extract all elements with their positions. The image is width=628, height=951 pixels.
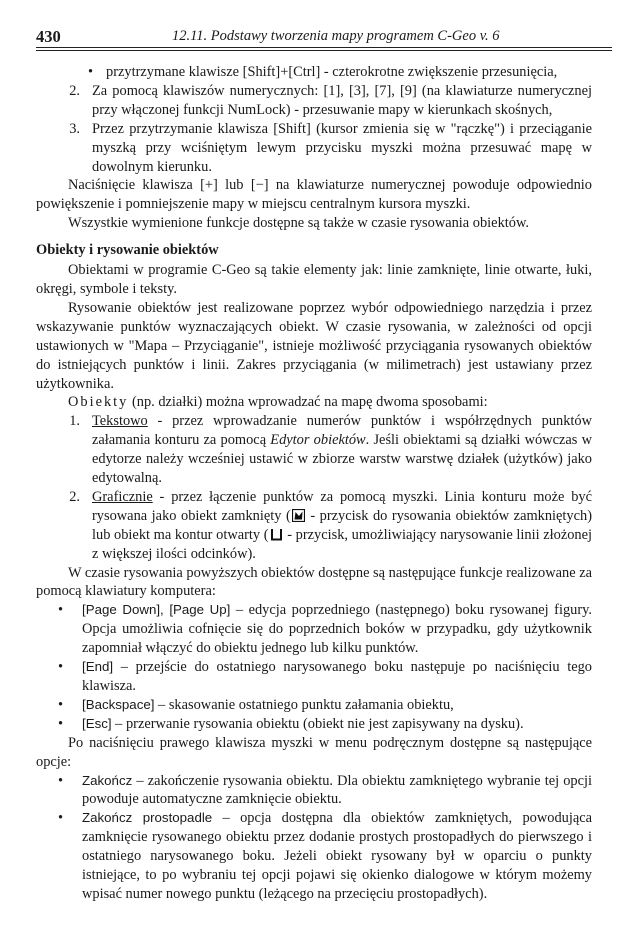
paragraph	[36, 393, 592, 412]
page-number: 430	[36, 27, 61, 46]
paragraph: Obiektami w programie C-Geo są takie elementy jak: linie zamknięte, linie otwarte, łuki, okręgi, symbole i teksty.	[36, 262, 592, 297]
running-title: 12.11. Podstawy tworzenia mapy programem C-Geo v. 6	[172, 28, 500, 44]
menu-option-name: Zakończ	[82, 772, 133, 788]
key-name: [Backspace]	[82, 696, 155, 712]
list-number: 2.	[69, 82, 80, 99]
list-item-text: – przerwanie rysowania obiektu (obiekt nie jest zapisywany na dysku).	[111, 715, 524, 732]
open-polyline-icon	[270, 528, 283, 541]
list-item	[36, 658, 592, 696]
list-item	[36, 772, 592, 810]
list-item-text: – opcja dostępna dla obiektów zamkniętych, powodująca zamknięcie rysowanego obiektu przez dodanie prostych prostopadłych do pierwszego i ostatniego narysowanego boku. Jeżeli obiekt rysowany był w oparciu o punkty istniejące, to po wybraniu tej opcji pojawi się okienko dialogowe w którym możemy wpisać numer nowego punktu (leżącego na przecięciu prostopadłych).	[82, 810, 592, 902]
list-item	[36, 809, 592, 904]
key-name: [End]	[82, 659, 114, 675]
list-item	[36, 601, 592, 658]
list-item	[36, 63, 592, 82]
list-number: 2.	[69, 488, 80, 505]
list-item-text: – przejście do ostatniego narysowanego boku następuje po naciśnięciu tego klawisza.	[82, 659, 592, 694]
bullet: •	[58, 602, 64, 619]
list-item	[36, 412, 592, 488]
list-item-text: – edycja poprzedniego (następnego) boku rysowanej figury. Opcja umożliwia cofnięcie się do poprzednich boków w przypadku, gdy użytkownik zapomniał włączyć do obiektu jednego lub kilku punktów.	[82, 602, 593, 657]
keyboard-shortcuts-list	[36, 601, 592, 733]
list-item-text: - przycisk, umożliwiający narysowanie linii złożonej z większej ilości odcinków).	[92, 526, 592, 562]
menu-option-name: Zakończ prostopadle	[82, 810, 213, 826]
list-item-text: przytrzymane klawisze [Shift]+[Ctrl] - czterokrotne zwiększenie przesunięcia,	[106, 64, 558, 80]
term-underlined: Tekstowo	[92, 413, 148, 430]
bullet: •	[58, 715, 64, 732]
context-menu-options-list	[36, 772, 592, 904]
paragraph: Po naciśnięciu prawego klawisza myszki w menu podręcznym dostępne są następujące opcje:	[36, 734, 592, 770]
paragraph: W czasie rysowania powyższych obiektów dostępne są następujące funkcje realizowane za pomocą klawiatury komputera:	[36, 564, 592, 600]
list-item-text: Przez przytrzymanie klawisza [Shift] (kursor zmienia się w "rączkę") i przeciąganie myszką przy wciśniętym lewym przycisku myszki można przesuwać mapę w dowolnym kierunku.	[92, 120, 592, 175]
paragraph-text: (np. działki) można wprowadzać na mapę dwoma sposobami:	[128, 394, 488, 411]
list-item	[36, 82, 592, 120]
closed-polygon-icon	[292, 509, 305, 522]
header-rule-thin	[36, 50, 612, 51]
bullet: •	[88, 64, 94, 80]
bullet: •	[58, 696, 64, 713]
paragraph: Rysowanie obiektów jest realizowane poprzez wybór odpowiedniego narzędzia i przez wskazywanie punktów wyznaczających obiekt. W czasie rysowania, w zależności od opcji ustawionych w "Mapa – Przyciąganie", istnieje możliwość przyciągania rysowanych obiektów do istniejących punktów i linii. Zakres przyciągania (w milimetrach) jest ustawiany przez użytkownika.	[36, 299, 592, 392]
running-header	[36, 27, 612, 47]
key-name: [Esc]	[82, 715, 112, 731]
list-item	[36, 120, 592, 177]
list-number: 1.	[69, 413, 80, 430]
term-italic: Edytor obiektów	[270, 432, 366, 449]
paragraph: Naciśnięcie klawisza [+] lub [−] na klawiaturze numerycznej powoduje odpowiednio powiększenie i pomniejszenie mapy w miejscu centralnym kursora myszki.	[36, 177, 592, 213]
list-item-text: – skasowanie ostatniego punktu załamania obiektu,	[154, 696, 454, 713]
spaced-term: Obiekty	[68, 394, 129, 411]
section-heading: Obiekty i rysowanie obiektów	[36, 242, 219, 259]
bullet: •	[58, 810, 64, 827]
term-underlined: Graficznie	[92, 488, 153, 505]
list-item	[36, 488, 592, 564]
list-item	[36, 715, 592, 734]
list-item-text: - przez wprowadzanie numerów punktów i współrzędnych punktów załamania konturu za pomocą	[92, 413, 592, 449]
list-item-text: Za pomocą klawiszów numerycznych: [1], [3], [7], [9] (na klawiaturze numerycznej przy włączonej funkcji NumLock) - przesuwanie mapy w kierunkach skośnych,	[92, 82, 592, 118]
bullet: •	[58, 659, 64, 676]
key-name: [Page Down], [Page Up]	[82, 602, 231, 618]
page-body	[36, 63, 592, 904]
bullet: •	[58, 772, 64, 789]
paragraph: Wszystkie wymienione funkcje dostępne są także w czasie rysowania obiektów.	[68, 215, 530, 232]
list-item	[36, 696, 592, 715]
list-item-text: - przycisk do rysowania obiektów zamkniętych) lub obiekt ma kontur otwarty (	[92, 507, 592, 543]
list-item-text: – zakończenie rysowania obiektu. Dla obiektu zamkniętego wybranie tej opcji powoduje automatyczne zamknięcie obiektu.	[82, 772, 592, 808]
header-rule-thick	[36, 47, 612, 48]
list-item-text: - przez łączenie punktów za pomocą myszki. Linia konturu może być rysowana jako obiekt zamknięty (	[92, 488, 592, 524]
list-number: 3.	[69, 120, 80, 137]
list-item-text: . Jeśli obiektami są działki wówczas w edytorze należy wcześniej ustawić w zbiorze warstw warstwę działek (użytków) jako edytowalną.	[92, 432, 592, 487]
